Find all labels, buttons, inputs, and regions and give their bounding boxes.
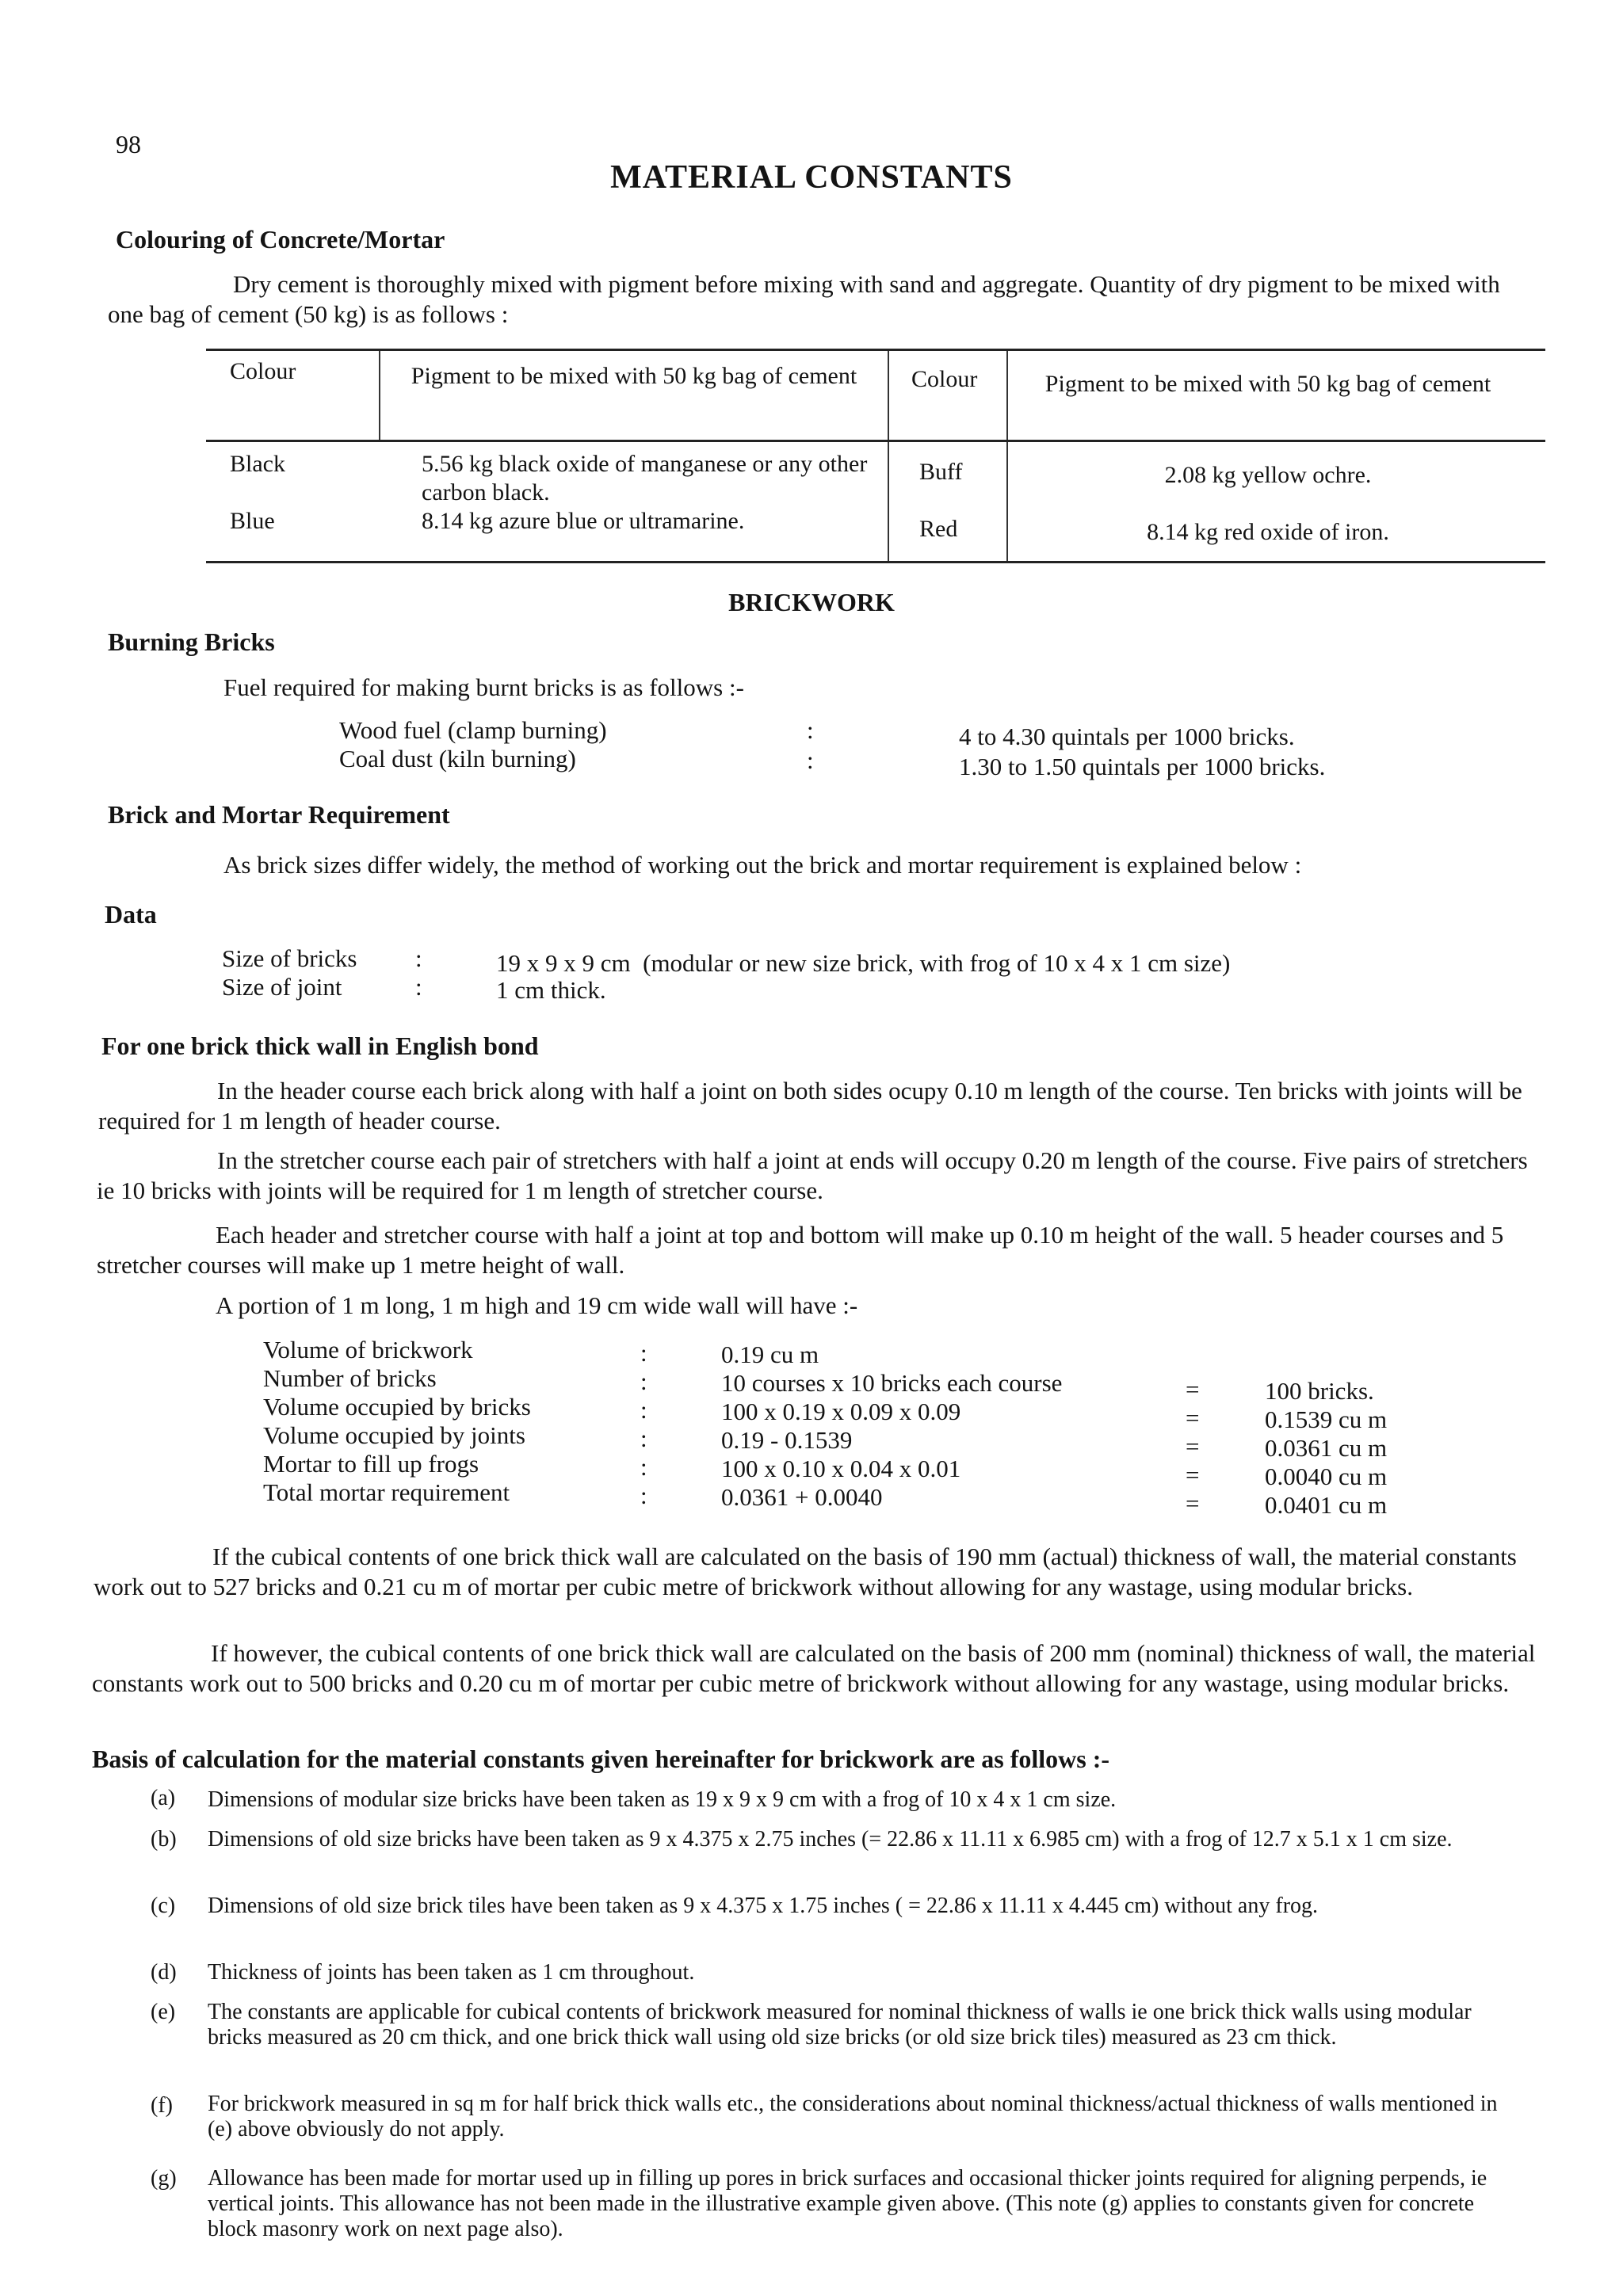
calc-sep: : bbox=[640, 1339, 647, 1367]
page-title: MATERIAL CONSTANTS bbox=[610, 159, 1013, 196]
data-heading: Data bbox=[105, 900, 157, 929]
basis-item-text: Dimensions of modular size bricks have been taken as 19 x 9 x 9 cm with a frog of 10 x 4 x 1 cm size. bbox=[208, 1787, 1117, 1812]
basis-item-label: (c) bbox=[151, 1894, 176, 1918]
brickwork-heading: BRICKWORK bbox=[728, 588, 895, 616]
english-bond-paragraph: Each header and stretcher course with half a joint at top and bottom will make up 0.10 m height of the wall. 5 header courses and 5 stretcher courses will make up 1 metre height of wall. bbox=[97, 1221, 1504, 1279]
burning-intro: Fuel required for making burnt bricks is as follows :- bbox=[223, 673, 744, 701]
colouring-paragraph: Dry cement is thoroughly mixed with pigment before mixing with sand and aggregate. Quantity of dry pigment to be mixed with one bag of cement (50 kg) is as follows : bbox=[108, 270, 1500, 328]
fuel-label: Wood fuel (clamp burning) bbox=[339, 716, 607, 744]
fuel-label: Coal dust (kiln burning) bbox=[339, 745, 576, 772]
header-pigment-right: Pigment to be mixed with 50 kg bag of cement bbox=[1044, 371, 1491, 397]
basis-item-text: Dimensions of old size brick tiles have been taken as 9 x 4.375 x 1.75 inches ( = 22.86 x 11.11 x 4.445 cm) without any frog. bbox=[208, 1894, 1319, 1918]
basis-item-text: The constants are applicable for cubical contents of brickwork measured for nominal thickness of walls ie one brick thick walls using modular bricks measured as 20 cm thick, and one brick thick wall using old size bricks (or old size brick tiles) measured as 23 cm thick. bbox=[208, 2000, 1472, 2050]
calc-expression: 100 x 0.10 x 0.04 x 0.01 bbox=[721, 1455, 961, 1482]
calc-label: Total mortar requirement bbox=[263, 1478, 510, 1506]
calc-expression: 0.19 cu m bbox=[721, 1341, 819, 1368]
data-sep: : bbox=[415, 973, 422, 1001]
row-pigment-buff: 2.08 kg yellow ochre. bbox=[1164, 462, 1372, 488]
data-label: Size of joint bbox=[222, 973, 342, 1001]
page-number: 98 bbox=[116, 130, 141, 158]
row-colour-black: Black bbox=[230, 451, 285, 477]
pigment-table bbox=[206, 349, 1545, 563]
calc-expression: 10 courses x 10 bricks each course bbox=[721, 1369, 1063, 1397]
fuel-sep: : bbox=[807, 716, 814, 744]
basis-heading: Basis of calculation for the material constants given hereinafter for brickwork are as follows :- bbox=[92, 1745, 1109, 1773]
calc-equals: = bbox=[1186, 1461, 1200, 1489]
calc-equals: = bbox=[1186, 1375, 1200, 1403]
calc-label: Mortar to fill up frogs bbox=[263, 1450, 479, 1478]
header-colour-right: Colour bbox=[911, 366, 978, 392]
row-colour-blue: Blue bbox=[230, 508, 275, 534]
english-bond-paragraph: In the header course each brick along with half a joint on both sides ocupy 0.10 m length of the course. Ten bricks with joints will be required for 1 m length of header course. bbox=[98, 1077, 1522, 1135]
calc-expression: 0.19 - 0.1539 bbox=[721, 1426, 853, 1454]
basis-item-label: (a) bbox=[151, 1786, 176, 1810]
fuel-value: 1.30 to 1.50 quintals per 1000 bricks. bbox=[959, 753, 1326, 780]
calc-sep: : bbox=[640, 1425, 647, 1452]
calc-sep: : bbox=[640, 1482, 647, 1509]
calc-sep: : bbox=[640, 1453, 647, 1481]
basis-item-label: (g) bbox=[151, 2166, 177, 2191]
header-pigment-left: Pigment to be mixed with 50 kg bag of cement bbox=[411, 363, 857, 389]
row-colour-red: Red bbox=[919, 516, 958, 542]
calc-expression: 0.0361 + 0.0040 bbox=[721, 1483, 883, 1511]
burning-bricks-heading: Burning Bricks bbox=[108, 627, 275, 656]
data-sep: : bbox=[415, 944, 422, 972]
data-label: Size of bricks bbox=[222, 944, 357, 972]
pigment-table-body bbox=[206, 442, 1545, 561]
pigment-table-header bbox=[206, 351, 1545, 442]
row-pigment-blue: 8.14 kg azure blue or ultramarine. bbox=[422, 508, 745, 534]
basis-item-label: (b) bbox=[151, 1827, 177, 1852]
calc-label: Volume occupied by joints bbox=[263, 1421, 525, 1449]
english-bond-heading: For one brick thick wall in English bond bbox=[101, 1032, 539, 1060]
data-value: 19 x 9 x 9 cm (modular or new size brick, with frog of 10 x 4 x 1 cm size) bbox=[496, 949, 1231, 977]
fuel-value: 4 to 4.30 quintals per 1000 bricks. bbox=[959, 723, 1295, 750]
calc-label: Volume of brickwork bbox=[263, 1336, 473, 1363]
fuel-sep: : bbox=[807, 746, 814, 774]
english-bond-paragraph: In the stretcher course each pair of stretchers with half a joint at ends will occupy 0.20 m length of the course. Five pairs of stretchers ie 10 bricks with joints will be required for 1 m length of stretcher course. bbox=[97, 1146, 1528, 1204]
row-colour-buff: Buff bbox=[919, 459, 963, 485]
calc-expression: 100 x 0.19 x 0.09 x 0.09 bbox=[721, 1398, 961, 1425]
calc-result: 0.1539 cu m bbox=[1265, 1405, 1388, 1433]
data-value: 1 cm thick. bbox=[496, 976, 606, 1004]
row-pigment-black: 5.56 kg black oxide of manganese or any other carbon black. bbox=[422, 451, 868, 505]
basis-item-label: (f) bbox=[151, 2093, 173, 2118]
calc-result: 100 bricks. bbox=[1265, 1377, 1374, 1405]
calc-intro: A portion of 1 m long, 1 m high and 19 cm wide wall will have :- bbox=[216, 1291, 858, 1319]
basis-item-text: Allowance has been made for mortar used up in filling up pores in brick surfaces and occasional thicker joints required for aligning perpends, ie vertical joints. This allowance has not been made in the illustrative example given above. (This note (g) applies to constants given for concrete block masonry work on next page also). bbox=[208, 2166, 1487, 2241]
calc-result: 0.0401 cu m bbox=[1265, 1491, 1388, 1519]
basis-item-text: For brickwork measured in sq m for half brick thick walls etc., the considerations about nominal thickness/actual thickness of walls mentioned in (e) above obviously do not apply. bbox=[208, 2092, 1498, 2142]
colouring-heading: Colouring of Concrete/Mortar bbox=[116, 225, 445, 254]
actual-thickness-paragraph: If the cubical contents of one brick thick wall are calculated on the basis of 190 mm (actual) thickness of wall, the material constants work out to 527 bricks and 0.21 cu m of mortar per cubic metre of brickwork without allowing for any wastage, using modular bricks. bbox=[94, 1543, 1517, 1600]
basis-item-text: Dimensions of old size bricks have been taken as 9 x 4.375 x 2.75 inches (= 22.86 x 11.11 x 6.985 cm) with a frog of 12.7 x 5.1 x 1 cm size. bbox=[208, 1827, 1453, 1852]
basis-item-text: Thickness of joints has been taken as 1 cm throughout. bbox=[208, 1960, 695, 1985]
calc-sep: : bbox=[640, 1396, 647, 1424]
basis-item-label: (e) bbox=[151, 2000, 176, 2024]
requirement-heading: Brick and Mortar Requirement bbox=[108, 800, 450, 829]
requirement-paragraph: As brick sizes differ widely, the method of working out the brick and mortar requirement is explained below : bbox=[223, 851, 1302, 879]
calc-result: 0.0361 cu m bbox=[1265, 1434, 1388, 1462]
nominal-thickness-paragraph: If however, the cubical contents of one brick thick wall are calculated on the basis of 200 mm (nominal) thickness of wall, the material constants work out to 500 bricks and 0.20 cu m of mortar per cubic metre of brickwork without allowing for any wastage, using modular bricks. bbox=[92, 1639, 1536, 1697]
header-colour-left: Colour bbox=[230, 358, 296, 384]
row-pigment-red: 8.14 kg red oxide of iron. bbox=[1147, 519, 1389, 545]
basis-item-label: (d) bbox=[151, 1960, 177, 1985]
calc-label: Number of bricks bbox=[263, 1364, 437, 1392]
calc-label: Volume occupied by bricks bbox=[263, 1393, 531, 1421]
calc-equals: = bbox=[1186, 1432, 1200, 1460]
calc-result: 0.0040 cu m bbox=[1265, 1463, 1388, 1490]
calc-equals: = bbox=[1186, 1404, 1200, 1432]
calc-equals: = bbox=[1186, 1489, 1200, 1517]
calc-sep: : bbox=[640, 1367, 647, 1395]
